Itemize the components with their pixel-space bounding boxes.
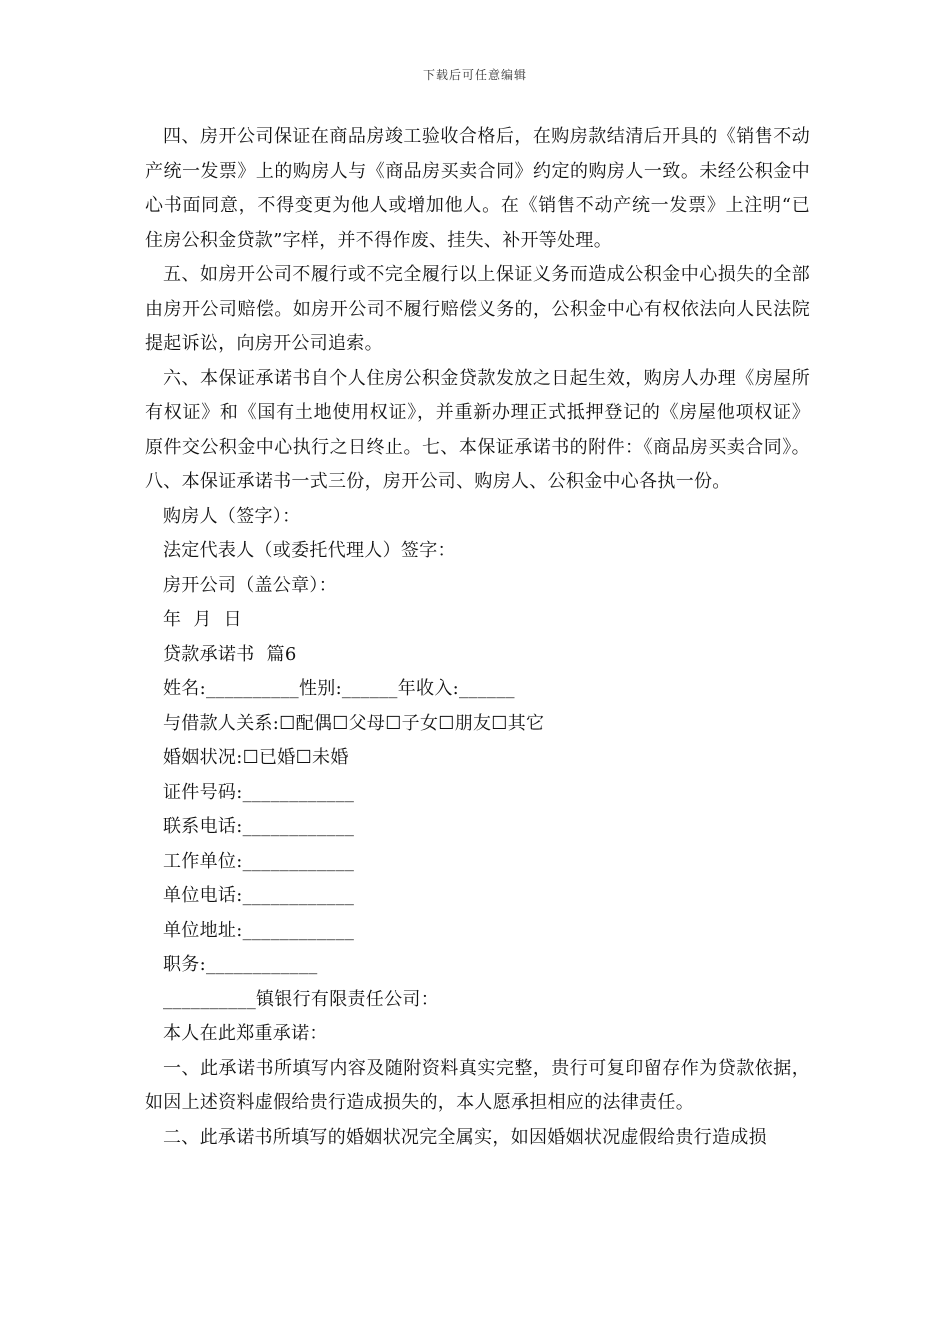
pledge-clause-two: 二、此承诺书所填写的婚姻状况完全属实，如因婚姻状况虚假给贵行造成损 bbox=[163, 1126, 767, 1148]
form-employer-phone: 单位电话:____________ bbox=[163, 885, 355, 906]
form-relationship: 与借款人关系:☐配偶☐父母☐子女☐朋友☐其它 bbox=[163, 712, 545, 734]
clause-five: 五、如房开公司不履行或不完全履行以上保证义务而造成公积金中心损失的全部由房开公司赔偿。如房开公司不履行赔偿义务的，公积金中心有权依法向人民法院提起诉讼，向房开公司追索。 bbox=[145, 264, 810, 354]
form-position: 职务:____________ bbox=[163, 954, 318, 975]
date-line: 年 月 日 bbox=[163, 609, 242, 630]
clause-six-seven-eight: 六、本保证承诺书自个人住房公积金贷款发放之日起生效，购房人办理《房屋所有权证》和《国有土地使用权证》，并重新办理正式抵押登记的《房屋他项权证》原件交公积金中心执行之日终止。七、本保证承诺书的附件：《商品房买卖合同》。八、本保证承诺书一式三份，房开公司、购房人、公积金中心各执一份。 bbox=[145, 367, 810, 492]
legal-representative-signature-line: 法定代表人（或委托代理人）签字： bbox=[163, 540, 456, 561]
form-employer-address: 单位地址:____________ bbox=[163, 919, 355, 941]
document-body bbox=[145, 120, 810, 1155]
form-marital-status: 婚姻状况:☐已婚☐未婚 bbox=[163, 747, 349, 768]
form-name-gender-income: 姓名:__________性别:______年收入:______ bbox=[163, 678, 515, 699]
section-title: 贷款承诺书 篇6 bbox=[163, 643, 297, 665]
form-id-number: 证件号码:____________ bbox=[163, 781, 355, 803]
pledge-clause-one: 一、此承诺书所填写内容及随附资料真实完整，贵行可复印留存作为贷款依据，如因上述资料虚假给贵行造成损失的，本人愿承担相应的法律责任。 bbox=[145, 1057, 810, 1113]
form-phone: 联系电话:____________ bbox=[163, 816, 355, 837]
pledge-intro: 本人在此郑重承诺： bbox=[163, 1023, 328, 1044]
developer-seal-line: 房开公司（盖公章）： bbox=[163, 574, 337, 596]
page-header-note: 下载后可任意编辑 bbox=[422, 68, 527, 82]
buyer-signature-line: 购房人（签字）： bbox=[163, 505, 301, 527]
clause-four: 四、房开公司保证在商品房竣工验收合格后，在购房款结清后开具的《销售不动产统一发票》上的购房人与《商品房买卖合同》约定的购房人一致。未经公积金中心书面同意，不得变更为他人或增加他人。在《销售不动产统一发票》上注明“已住房公积金贷款”字样，并不得作废、挂失、补开等处理。 bbox=[145, 126, 810, 251]
addressee-bank: __________镇银行有限责任公司： bbox=[163, 988, 439, 1010]
form-employer: 工作单位:____________ bbox=[163, 850, 355, 872]
